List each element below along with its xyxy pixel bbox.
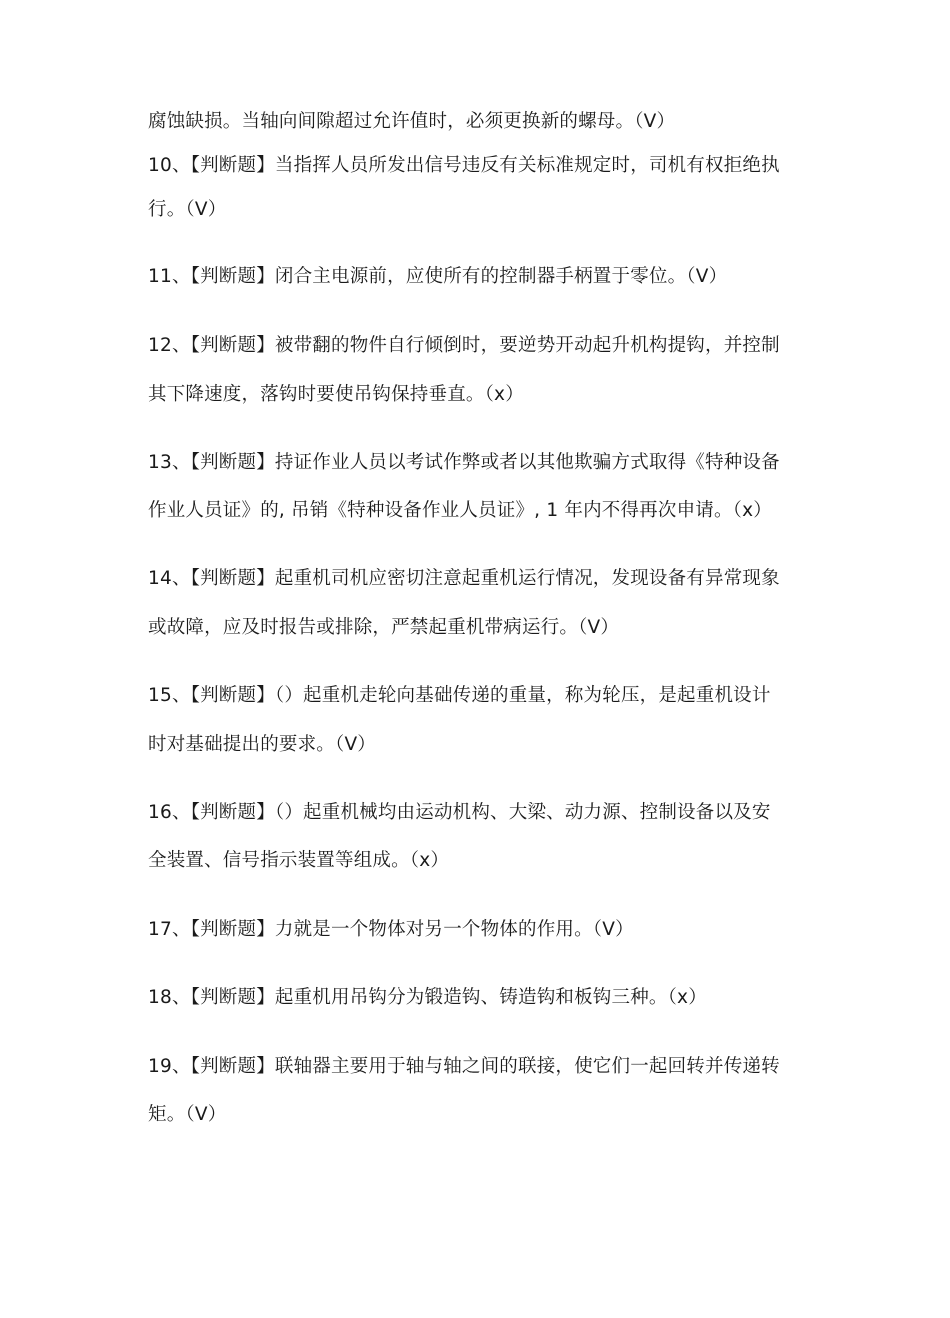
question-14-line-2: 或故障，应及时报告或排除，严禁起重机带病运行。（V）: [148, 617, 620, 638]
question-16-line-1: 16、【判断题】（）起重机械均由运动机构、大梁、动力源、控制设备以及安: [148, 802, 771, 823]
question-11-line-1: 11、【判断题】闭合主电源前，应使所有的控制器手柄置于零位。（V）: [148, 266, 728, 287]
question-15-line-2: 时对基础提出的要求。（V）: [148, 734, 377, 755]
question-14-line-1: 14、【判断题】起重机司机应密切注意起重机运行情况，发现设备有异常现象: [148, 568, 780, 589]
question-13-line-1: 13、【判断题】持证作业人员以考试作弊或者以其他欺骗方式取得《特种设备: [148, 452, 780, 473]
question-12-line-2: 其下降速度，落钩时要使吊钩保持垂直。（x）: [148, 384, 524, 405]
question-18-line-1: 18、【判断题】起重机用吊钩分为锻造钩、铸造钩和板钩三种。（x）: [148, 987, 707, 1008]
question-12-line-1: 12、【判断题】被带翻的物件自行倾倒时，要逆势开动起升机构提钩，并控制: [148, 335, 780, 356]
question-10-line-2: 行。（V）: [148, 199, 227, 220]
question-16-line-2: 全装置、信号指示装置等组成。（x）: [148, 850, 450, 871]
question-17-line-1: 17、【判断题】力就是一个物体对另一个物体的作用。（V）: [148, 919, 634, 940]
question-10-line-1: 10、【判断题】当指挥人员所发出信号违反有关标准规定时，司机有权拒绝执: [148, 155, 780, 176]
question-15-line-1: 15、【判断题】（）起重机走轮向基础传递的重量，称为轮压，是起重机设计: [148, 685, 771, 706]
text-line: 腐蚀缺损。当轴向间隙超过允许值时，必须更换新的螺母。（V）: [148, 111, 676, 132]
question-13-line-2: 作业人员证》的, 吊销《特种设备作业人员证》, 1 年内不得再次申请。（x）: [148, 500, 772, 521]
question-19-line-1: 19、【判断题】联轴器主要用于轴与轴之间的联接，使它们一起回转并传递转: [148, 1056, 780, 1077]
question-19-line-2: 矩。（V）: [148, 1104, 227, 1125]
